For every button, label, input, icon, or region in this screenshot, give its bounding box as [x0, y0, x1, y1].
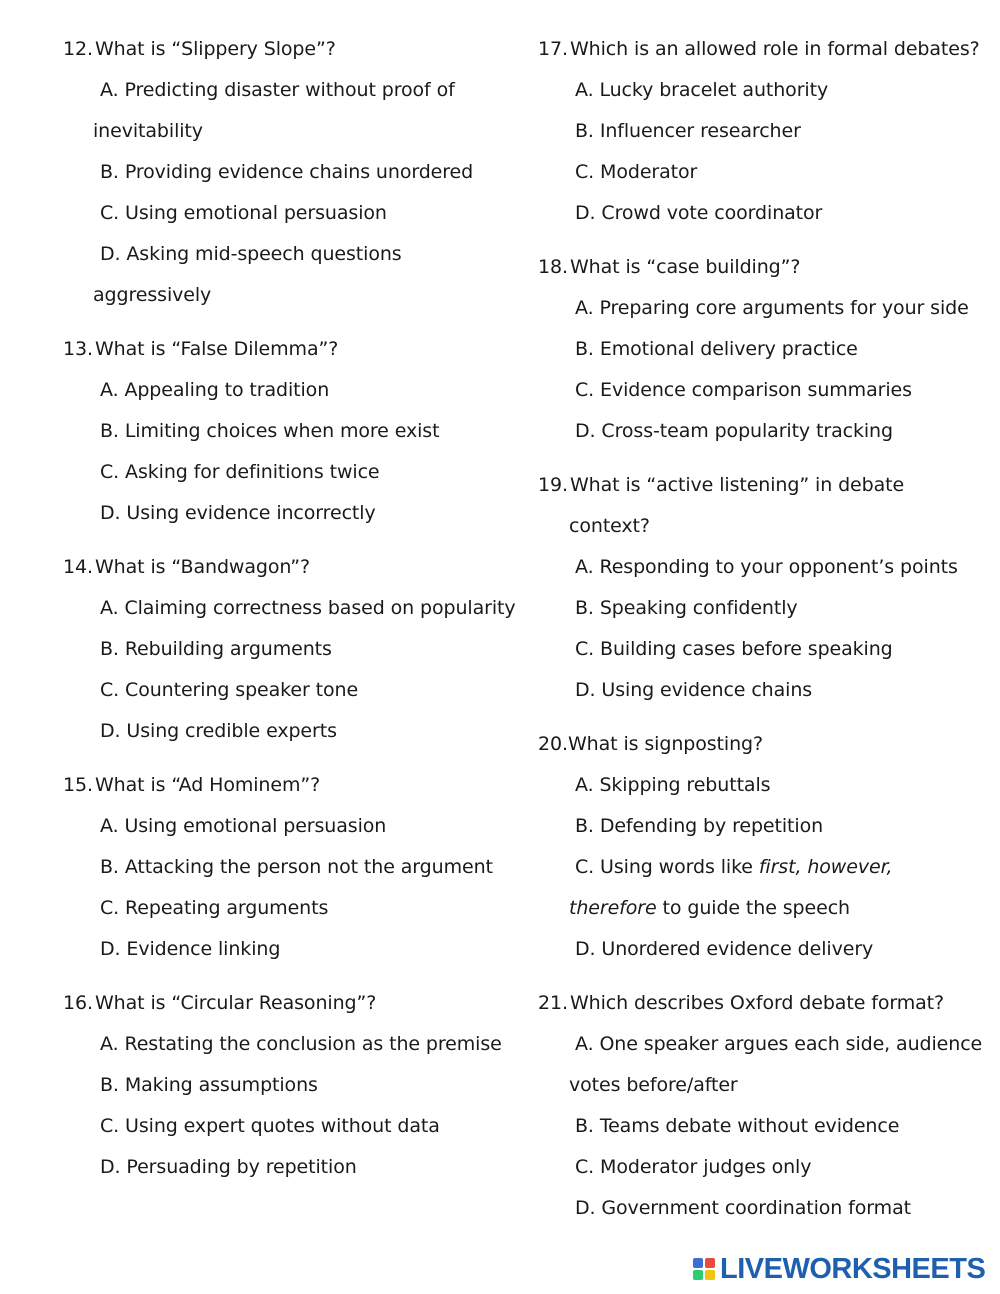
option-d[interactable]: D. Evidence linking: [100, 938, 281, 960]
option-d[interactable]: D. Persuading by repetition: [100, 1156, 357, 1178]
option-b[interactable]: B. Providing evidence chains unordered: [100, 161, 474, 183]
option-c[interactable]: [575, 847, 892, 888]
option-a[interactable]: A. Predicting disaster without proof of: [100, 79, 455, 101]
question-number: 12.: [63, 38, 93, 60]
option-d[interactable]: D. Unordered evidence delivery: [575, 938, 874, 960]
option-a[interactable]: A. Restating the conclusion as the premise: [100, 1033, 502, 1055]
option-b[interactable]: B. Speaking confidently: [575, 597, 798, 619]
question-text-continued: context?: [569, 515, 650, 537]
option-c[interactable]: C. Moderator judges only: [575, 1156, 812, 1178]
option-c[interactable]: C. Evidence comparison summaries: [575, 379, 912, 401]
question-number: 21.: [538, 992, 568, 1014]
option-a[interactable]: A. Preparing core arguments for your side: [575, 297, 969, 319]
option-a-continued: votes before/after: [569, 1074, 738, 1096]
option-a[interactable]: A. Appealing to tradition: [100, 379, 330, 401]
logo-text: LIVEWORKSHEETS: [720, 1252, 986, 1285]
option-b[interactable]: B. Emotional delivery practice: [575, 338, 858, 360]
question-number: 15.: [63, 774, 93, 796]
option-b[interactable]: B. Making assumptions: [100, 1074, 318, 1096]
liveworksheets-logo: [693, 1252, 985, 1286]
option-c[interactable]: C. Asking for definitions twice: [100, 461, 380, 483]
option-c-emphasis-2: therefore: [569, 897, 657, 919]
question-number: 17.: [538, 38, 568, 60]
option-a[interactable]: A. Skipping rebuttals: [575, 774, 771, 796]
option-b[interactable]: B. Attacking the person not the argument: [100, 856, 493, 878]
option-a[interactable]: A. Lucky bracelet authority: [575, 79, 829, 101]
question-number: 20.: [538, 733, 568, 755]
question-number: 14.: [63, 556, 93, 578]
option-c[interactable]: C. Moderator: [575, 161, 698, 183]
option-b[interactable]: B. Influencer researcher: [575, 120, 801, 142]
option-c[interactable]: C. Countering speaker tone: [100, 679, 359, 701]
option-b[interactable]: B. Rebuilding arguments: [100, 638, 332, 660]
option-d[interactable]: D. Using evidence chains: [575, 679, 813, 701]
question-text: Which describes Oxford debate format?: [570, 992, 945, 1014]
question-text: What is “Slippery Slope”?: [95, 38, 336, 60]
question-number: 19.: [538, 474, 568, 496]
question-text: Which is an allowed role in formal debates?: [570, 38, 980, 60]
option-a[interactable]: A. Responding to your opponent’s points: [575, 556, 958, 578]
question-number: 18.: [538, 256, 568, 278]
option-d[interactable]: D. Using credible experts: [100, 720, 337, 742]
option-c-continued: [569, 888, 850, 929]
question-number: 16.: [63, 992, 93, 1014]
option-d[interactable]: D. Government coordination format: [575, 1197, 911, 1219]
liveworksheets-logo-icon: [693, 1256, 717, 1282]
option-a[interactable]: A. One speaker argues each side, audience: [575, 1033, 983, 1055]
option-b[interactable]: B. Defending by repetition: [575, 815, 824, 837]
option-c-text: C. Using words like: [575, 856, 759, 878]
option-c-text-2: to guide the speech: [656, 897, 850, 919]
option-b[interactable]: B. Teams debate without evidence: [575, 1115, 900, 1137]
question-text: What is signposting?: [568, 733, 763, 755]
question-number: 13.: [63, 338, 93, 360]
option-a[interactable]: A. Using emotional persuasion: [100, 815, 387, 837]
option-d[interactable]: D. Cross-team popularity tracking: [575, 420, 893, 442]
option-b[interactable]: B. Limiting choices when more exist: [100, 420, 440, 442]
question-text: What is “active listening” in debate: [570, 474, 905, 496]
option-c[interactable]: C. Building cases before speaking: [575, 638, 893, 660]
option-d[interactable]: D. Asking mid-speech questions: [100, 243, 402, 265]
question-text: What is “case building”?: [570, 256, 801, 278]
question-text: What is “False Dilemma”?: [95, 338, 339, 360]
option-c-emphasis: first, however,: [758, 856, 893, 878]
option-c[interactable]: C. Using expert quotes without data: [100, 1115, 440, 1137]
question-text: What is “Ad Hominem”?: [95, 774, 321, 796]
option-a[interactable]: A. Claiming correctness based on popularity: [100, 597, 516, 619]
option-a-continued: inevitability: [93, 120, 203, 142]
question-text: What is “Bandwagon”?: [95, 556, 311, 578]
option-d[interactable]: D. Crowd vote coordinator: [575, 202, 823, 224]
option-d-continued: aggressively: [93, 284, 212, 306]
option-c[interactable]: C. Using emotional persuasion: [100, 202, 387, 224]
question-text: What is “Circular Reasoning”?: [95, 992, 377, 1014]
option-c[interactable]: C. Repeating arguments: [100, 897, 329, 919]
option-d[interactable]: D. Using evidence incorrectly: [100, 502, 376, 524]
